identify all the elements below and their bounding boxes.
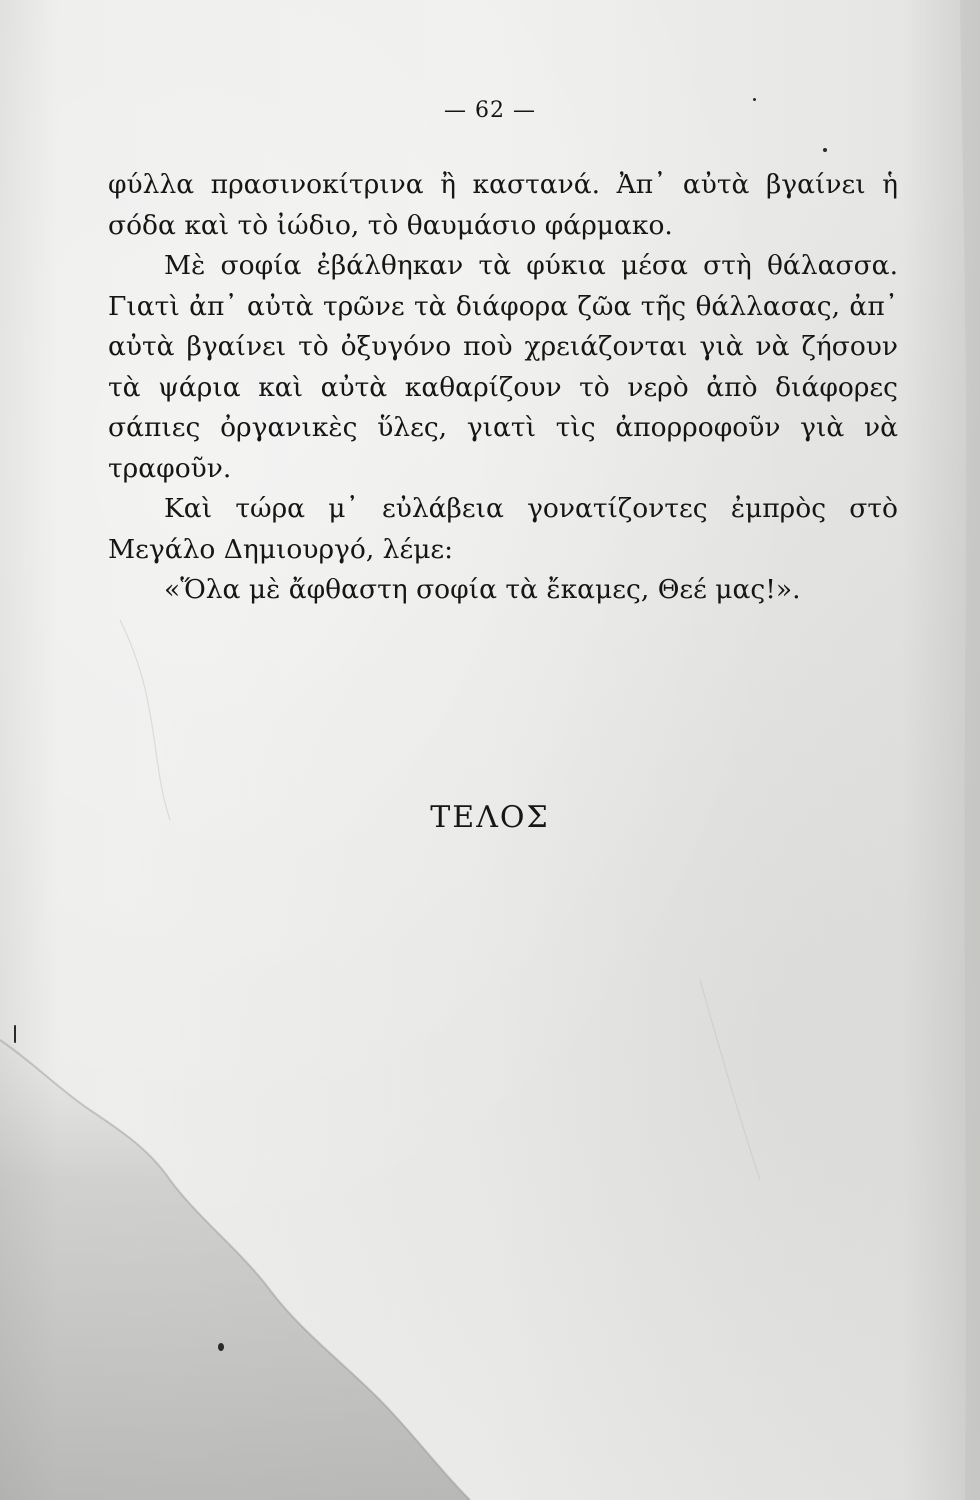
page-number: — 62 — (444, 98, 536, 123)
paragraph: «Ὅλα μὲ ἄφθαστη σοφία τὰ ἔκαμες, Θεέ μας!». (164, 574, 801, 605)
ink-speck (753, 98, 756, 101)
paragraph: Μὲ σοφία ἐβάλθηκαν τὰ φύκια μέσα στὴ θάλασσα. Γιατὶ ἀπ᾽ αὐτὰ τρῶνε τὰ διάφορα ζῶα τῆς θάλλασας, ἀπ᾽ αὐτὰ βγαίνει τὸ ὀξυγόνο ποὺ χρειάζονται γιὰ νὰ ζήσουν τὰ ψάρια καὶ αὐτὰ καθαρίζουν τὸ νερὸ ἀπὸ διάφορες σάπιες ὀργανικὲς ὕλες, γιατὶ τὶς ἀπορροφοῦν γιὰ νὰ τραφοῦν. (108, 250, 898, 484)
ink-speck (218, 1343, 224, 1351)
ink-speck (14, 1025, 16, 1043)
paragraph: Καὶ τώρα μ᾽ εὐλάβεια γονατίζοντες ἐμπρὸς στὸ Μεγάλο Δημιουργό, λέμε: (108, 493, 898, 565)
body-text (108, 165, 898, 611)
ink-speck (823, 148, 827, 152)
closing-word: ΤΕΛΟΣ (430, 800, 550, 835)
paragraph: φύλλα πρασινοκίτρινα ἢ καστανά. Ἀπ᾽ αὐτὰ βγαίνει ἡ σόδα καὶ τὸ ἰώδιο, τὸ θαυμάσιο φάρμακο. (108, 169, 898, 241)
